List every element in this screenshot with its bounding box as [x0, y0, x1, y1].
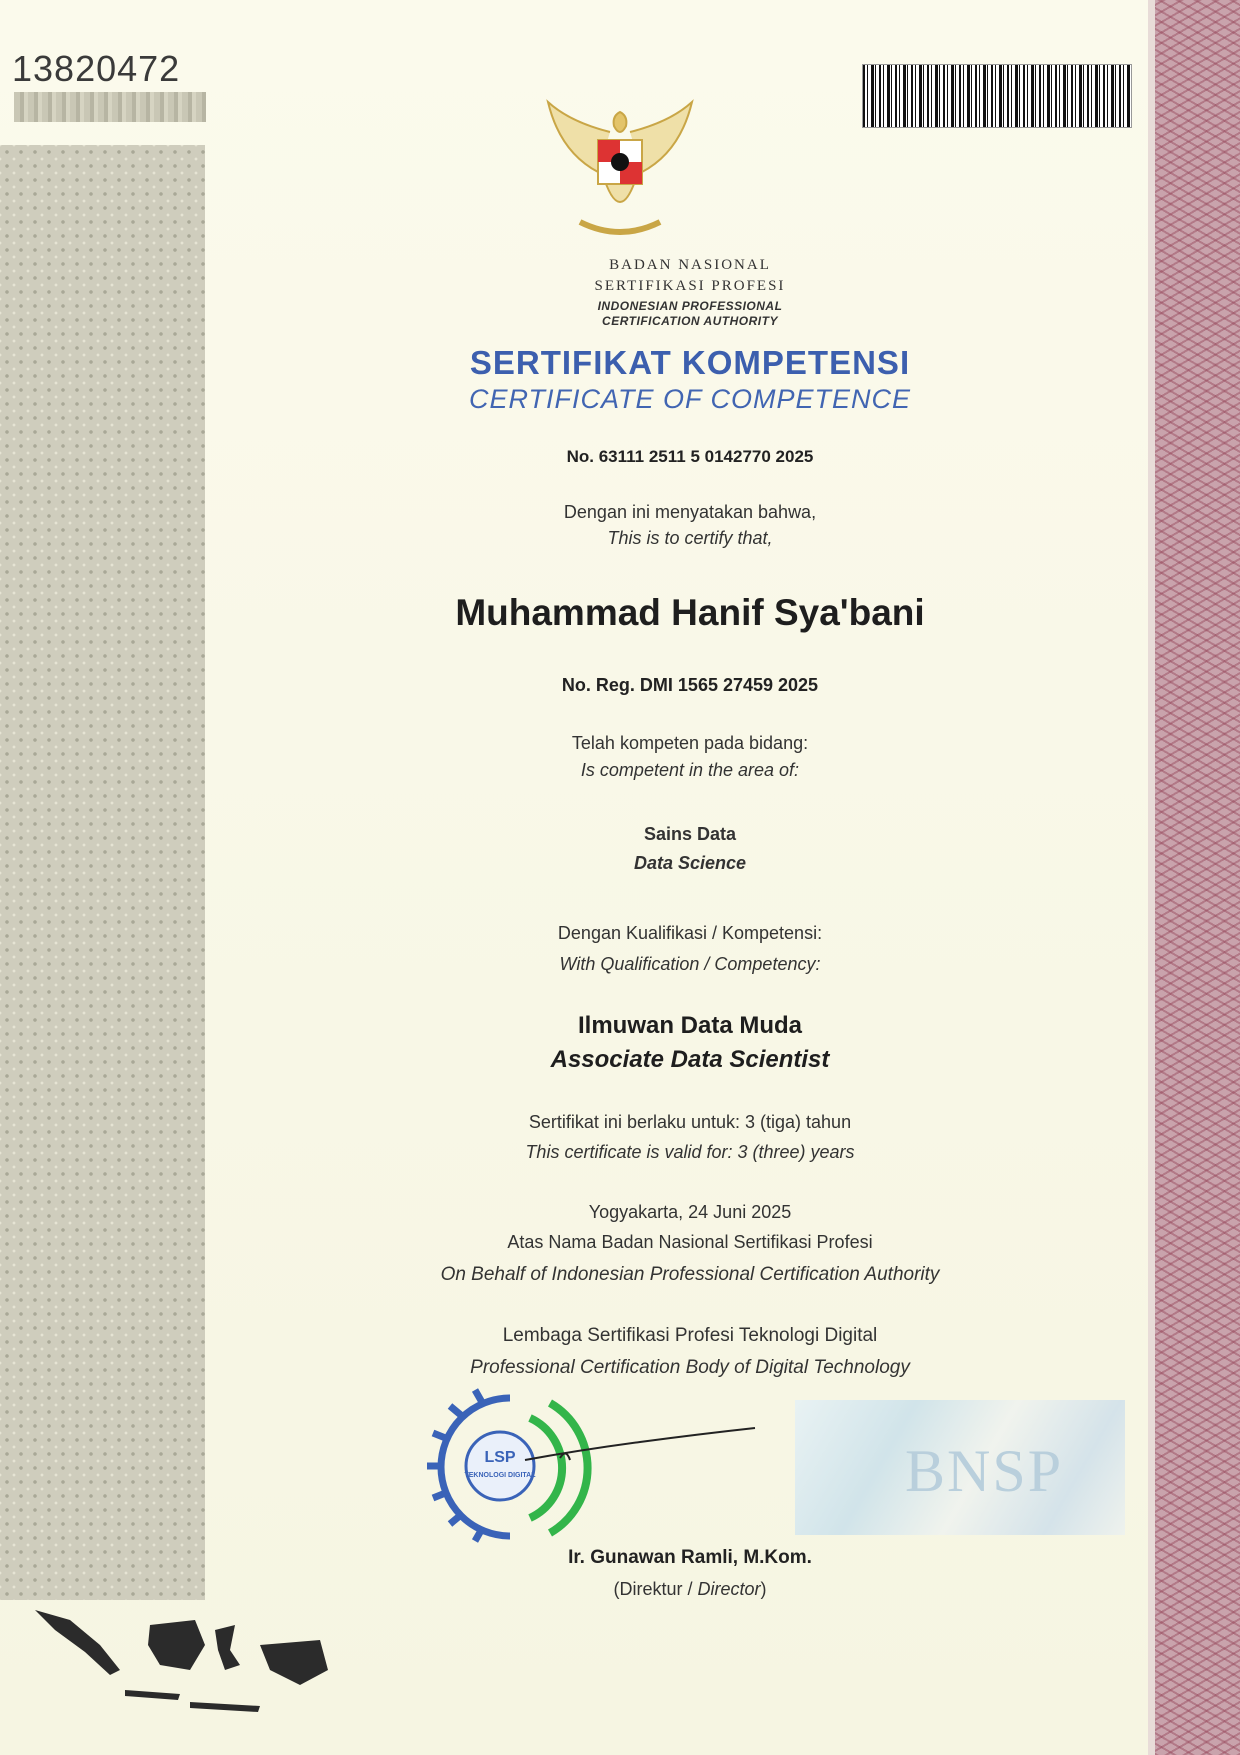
svg-text:LSP: LSP	[484, 1449, 516, 1466]
validity-text: Sertifikat ini berlaku untuk: 3 (tiga) tahun	[528, 1112, 852, 1132]
svg-text:TEKNOLOGI DIGITAL: TEKNOLOGI DIGITAL	[464, 1472, 536, 1479]
competent-area-intro: Telah kompeten pada bidang:	[571, 733, 809, 753]
serial-security-bar	[14, 92, 206, 122]
certify-text-en: This is to certify that,	[607, 528, 773, 548]
bnsp-hologram-text: BNSP	[905, 1438, 1064, 1504]
certificate-title: SERTIFIKAT KOMPETENSI	[469, 344, 911, 381]
authority-name-id-line1: BADAN NASIONAL	[609, 257, 771, 273]
holder-name: Muhammad Hanif Sya'bani	[455, 592, 925, 633]
registration-number: No. Reg. DMI 1565 27459 2025	[561, 675, 819, 695]
on-behalf-text-en: On Behalf of Indonesian Professional Certification Authority	[440, 1264, 940, 1285]
serial-number: 13820472	[12, 48, 181, 89]
qualification-intro-en: With Qualification / Competency:	[559, 954, 821, 974]
signer-title: (Direktur / Director)	[613, 1579, 767, 1599]
certificate-title-en: CERTIFICATE OF COMPETENCE	[468, 384, 912, 414]
barcode-icon	[862, 64, 1132, 128]
qualification-name-en: Associate Data Scientist	[550, 1046, 830, 1073]
competent-area-intro-en: Is competent in the area of:	[580, 760, 800, 780]
signer-name: Ir. Gunawan Ramli, M.Kom.	[568, 1547, 812, 1568]
signature-icon	[520, 1420, 760, 1480]
issuer-body-name-en: Professional Certification Body of Digital Technology	[470, 1357, 910, 1378]
competent-field-en: Data Science	[633, 853, 747, 873]
certify-text: Dengan ini menyatakan bahwa,	[563, 502, 817, 522]
right-security-strip	[1155, 0, 1240, 1755]
left-security-strip	[0, 145, 205, 1600]
on-behalf-text: Atas Nama Badan Nasional Sertifikasi Profesi	[507, 1232, 873, 1252]
authority-name-id-line2: SERTIFIKASI PROFESI	[594, 278, 786, 294]
indonesia-map-icon	[30, 1590, 330, 1730]
qualification-intro: Dengan Kualifikasi / Kompetensi:	[557, 923, 823, 943]
authority-name-en-line2: CERTIFICATION AUTHORITY	[602, 314, 778, 328]
qualification-name: Ilmuwan Data Muda	[577, 1012, 803, 1039]
validity-text-en: This certificate is valid for: 3 (three) years	[525, 1142, 855, 1162]
issue-place-date: Yogyakarta, 24 Juni 2025	[588, 1202, 792, 1222]
certificate-number: No. 63111 2511 5 0142770 2025	[566, 447, 814, 466]
competent-field: Sains Data	[643, 824, 737, 844]
garuda-emblem-icon	[540, 92, 700, 250]
authority-name-en-line1: INDONESIAN PROFESSIONAL	[597, 299, 783, 313]
issuer-body-name: Lembaga Sertifikasi Profesi Teknologi Digital	[502, 1325, 878, 1346]
